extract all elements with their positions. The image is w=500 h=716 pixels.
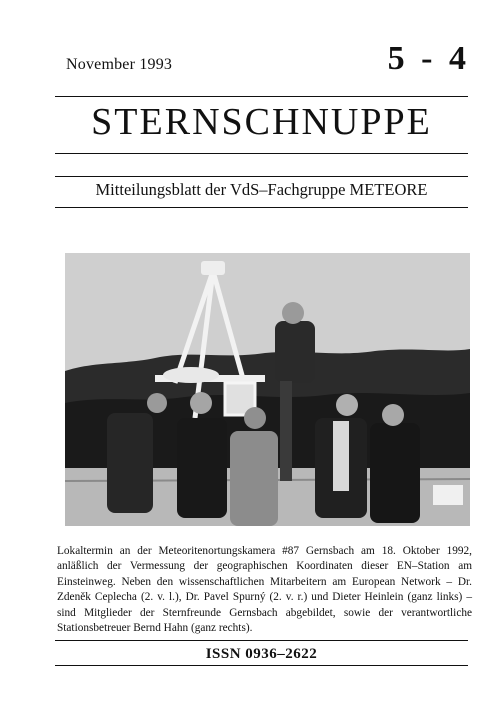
group-photo xyxy=(65,253,470,526)
top-rule xyxy=(55,96,468,97)
subtitle-top-rule xyxy=(55,176,468,177)
subtitle: Mitteilungsblatt der VdS–Fachgruppe METEORE xyxy=(95,180,428,199)
issn-number: ISSN 0936–2622 xyxy=(205,646,318,662)
issn-bottom-rule xyxy=(55,665,468,666)
subtitle-bottom-rule xyxy=(55,207,468,208)
photo-caption: Lokaltermin an der Meteoritenortungskamera #87 Gernsbach am 18. Oktober 1992, anläßlich der Vermessung der geographischen Koordinaten dieser EN–Station am Einsteinweg. Neben den wissenschaftlichen Mitarbeitern am European Network – Dr. Zdeněk Ceplecha (2. v. l.), Dr. Pavel Spurný (2. v. r.) und Dieter Heinlein (ganz links) – sind Mitglieder der Sternfreunde Gernsbach abgebildet, sowie der verantwortliche Stationsbetreuer Bernd Hahn (ganz rechts). xyxy=(57,545,472,635)
issn-top-rule xyxy=(55,640,468,641)
page-title: STERNSCHNUPPE xyxy=(91,101,432,143)
issue-number: 5 - 4 xyxy=(387,40,470,77)
issue-date: November 1993 xyxy=(66,56,173,73)
title-bottom-rule xyxy=(55,153,468,154)
